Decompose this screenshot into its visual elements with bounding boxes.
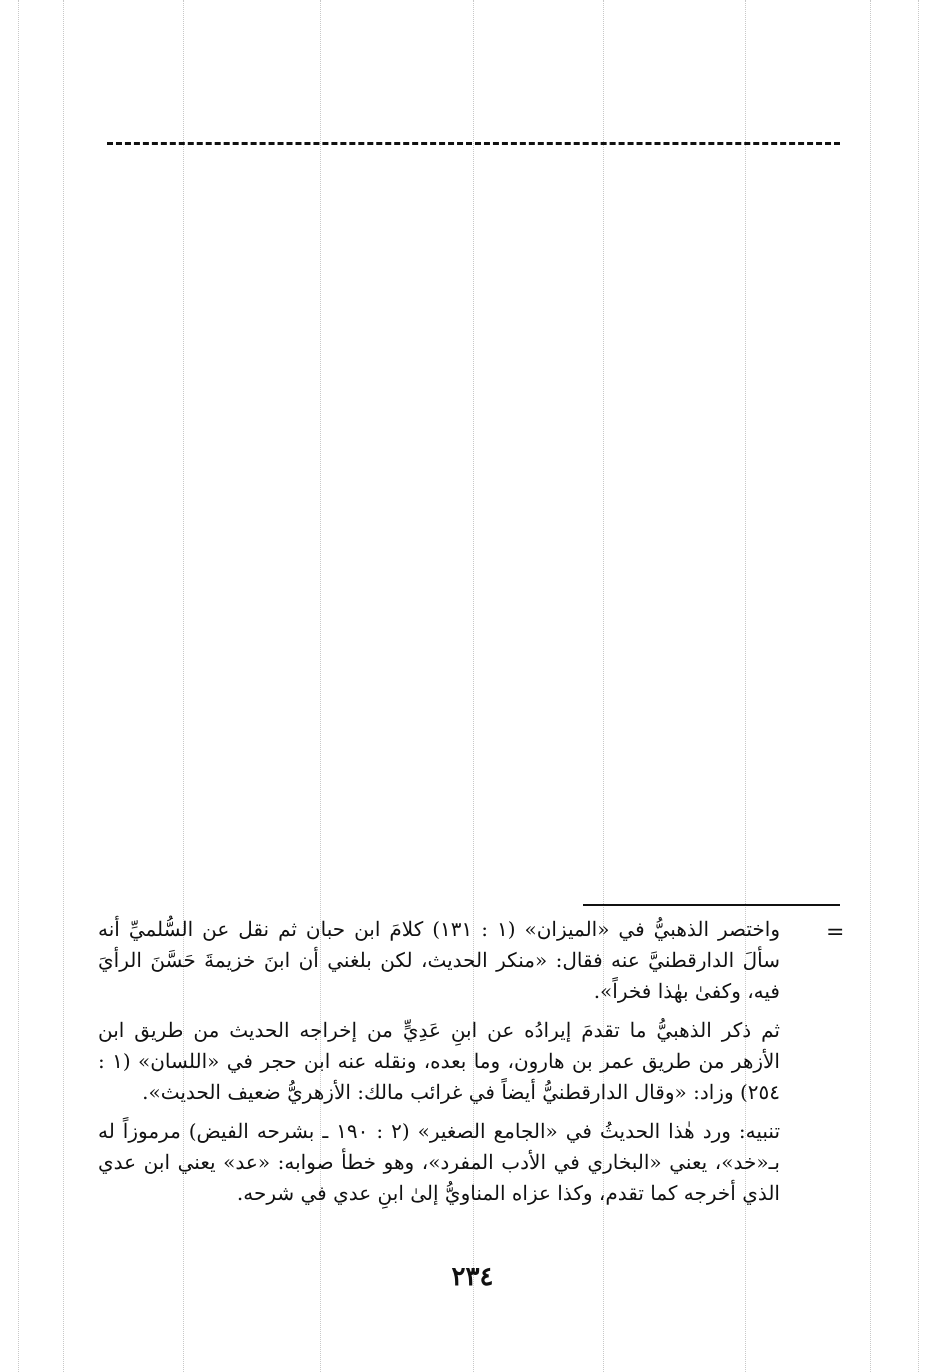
scan-artifact-line bbox=[63, 0, 64, 1372]
scan-artifact-line bbox=[870, 0, 871, 1372]
footnote-paragraph: تنبيه: ورد هٰذا الحديثُ في «الجامع الصغير» (٢ : ١٩٠ ـ بشرحه الفيض) مرموزاً له بـ«خد»، يعني «البخاري في الأدب المفرد»، وهو خطأ صوابه: «عد» يعني ابن عدي الذي أخرجه كما تقدم، وكذا عزاه المناويُّ إلىٰ ابنِ عدي في شرحه. bbox=[98, 1119, 781, 1205]
footnote-text bbox=[98, 914, 780, 1217]
scan-artifact-line bbox=[918, 0, 919, 1372]
scan-artifact-line bbox=[18, 0, 19, 1372]
footnote-separator bbox=[583, 904, 840, 906]
footnote-paragraph: ثم ذكر الذهبيُّ ما تقدمَ إيرادُه عن ابنِ عَدِيٍّ من إخراجه الحديث من طريق ابن الأزهر من طريق عمر بن هارون، وما بعده، ونقله عنه ابن حجر في «اللسان» (١ : ٢٥٤) وزاد: «وقال الدارقطنيُّ أيضاً في غرائب مالك: الأزهريُّ ضعيف الحديث». bbox=[98, 1018, 780, 1104]
page-number: ٢٣٤ bbox=[451, 1262, 494, 1292]
footnote-continuation-mark: = bbox=[826, 920, 845, 945]
section-divider bbox=[107, 142, 840, 145]
footnote-paragraph: واختصر الذهبيُّ في «الميزان» (١ : ١٣١) كلامَ ابن حبان ثم نقل عن السُّلميِّ أنه سألَ الدارقطنيَّ عنه فقال: «منكر الحديث، لكن بلغني أن ابنَ خزيمةَ حَسَّنَ الرأيَ فيه، وكفىٰ بهٰذا فخراً». bbox=[98, 917, 781, 1003]
